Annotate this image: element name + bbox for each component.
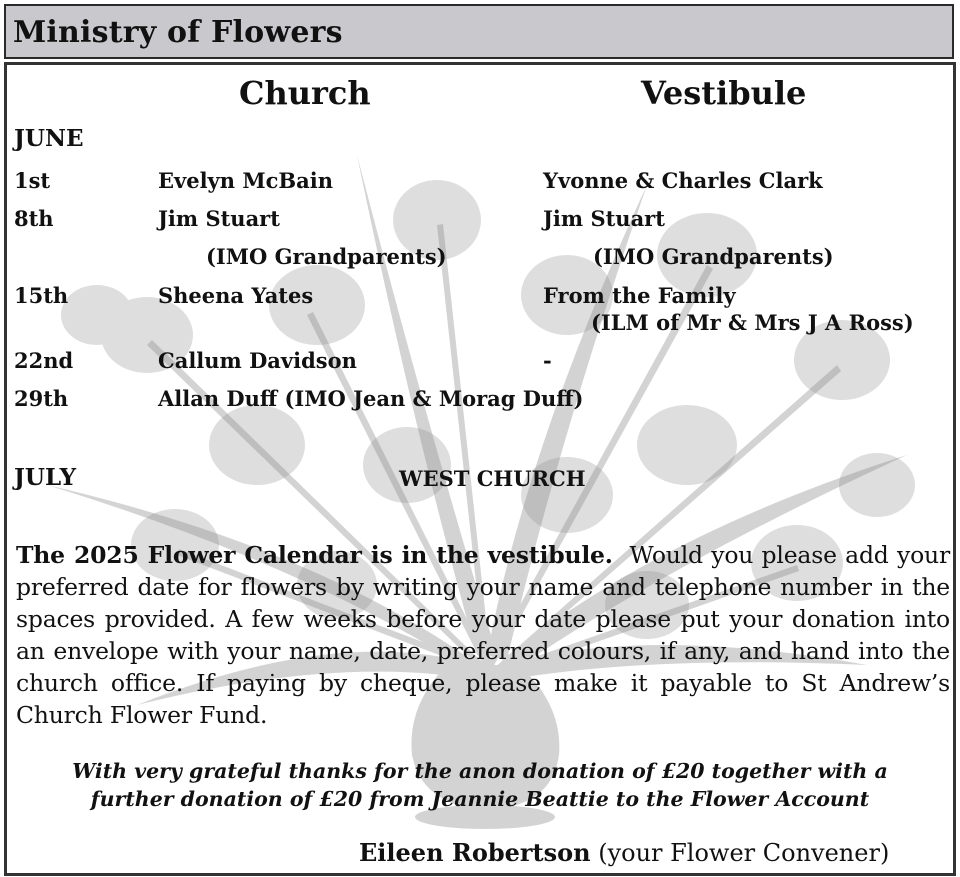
church-entry-29th: Allan Duff (IMO Jean & Morag Duff): [158, 386, 584, 411]
thanks-note: [7, 757, 953, 813]
church-entry-15th: Sheena Yates: [158, 283, 314, 308]
convener-role: (your Flower Convener): [598, 839, 890, 867]
church-entry-8th: Jim Stuart: [158, 206, 280, 231]
date-15th: 15th: [14, 283, 69, 308]
convener-name: Eileen Robertson: [359, 838, 591, 867]
church-entry-22nd: Callum Davidson: [158, 348, 357, 373]
flower-rota-panel: [4, 62, 956, 876]
calendar-lead: The 2025 Flower Calendar is in the vestibule.: [16, 541, 613, 569]
church-note-8th: (IMO Grandparents): [206, 244, 447, 269]
signature: [359, 838, 889, 867]
calendar-notice: [16, 539, 950, 731]
vestibule-entry-22nd: -: [543, 348, 552, 373]
date-22nd: 22nd: [14, 348, 74, 373]
vestibule-entry-8th: Jim Stuart: [543, 206, 665, 231]
vestibule-column-heading: Vestibule: [641, 74, 807, 112]
month-july-label: JULY: [14, 464, 77, 491]
page-title: Ministry of Flowers: [13, 15, 343, 50]
vestibule-entry-1st: Yvonne & Charles Clark: [543, 168, 823, 193]
month-june-label: JUNE: [14, 125, 84, 152]
thanks-line-2: further donation of £20 from Jeannie Beattie to the Flower Account: [90, 787, 870, 811]
title-banner: [4, 4, 954, 59]
july-note: WEST CHURCH: [399, 466, 586, 491]
vestibule-note-8th: (IMO Grandparents): [593, 244, 834, 269]
vestibule-entry-15th: From the Family: [543, 283, 736, 308]
date-1st: 1st: [14, 168, 51, 193]
thanks-line-1: With very grateful thanks for the anon donation of £20 together with a: [72, 759, 888, 783]
date-8th: 8th: [14, 206, 54, 231]
church-entry-1st: Evelyn McBain: [158, 168, 333, 193]
date-29th: 29th: [14, 386, 69, 411]
calendar-body: Would you please add your preferred date for flowers by writing your name and telephone number in the spaces provided. A few weeks before your date please put your donation into an envelope with your name, date, preferred colours, if any, and hand into the church office. If paying by cheque, please make it payable to St Andrew’s Church Flower Fund.: [16, 541, 950, 729]
church-column-heading: Church: [239, 74, 371, 112]
vestibule-note-15th: (ILM of Mr & Mrs J A Ross): [591, 310, 914, 335]
